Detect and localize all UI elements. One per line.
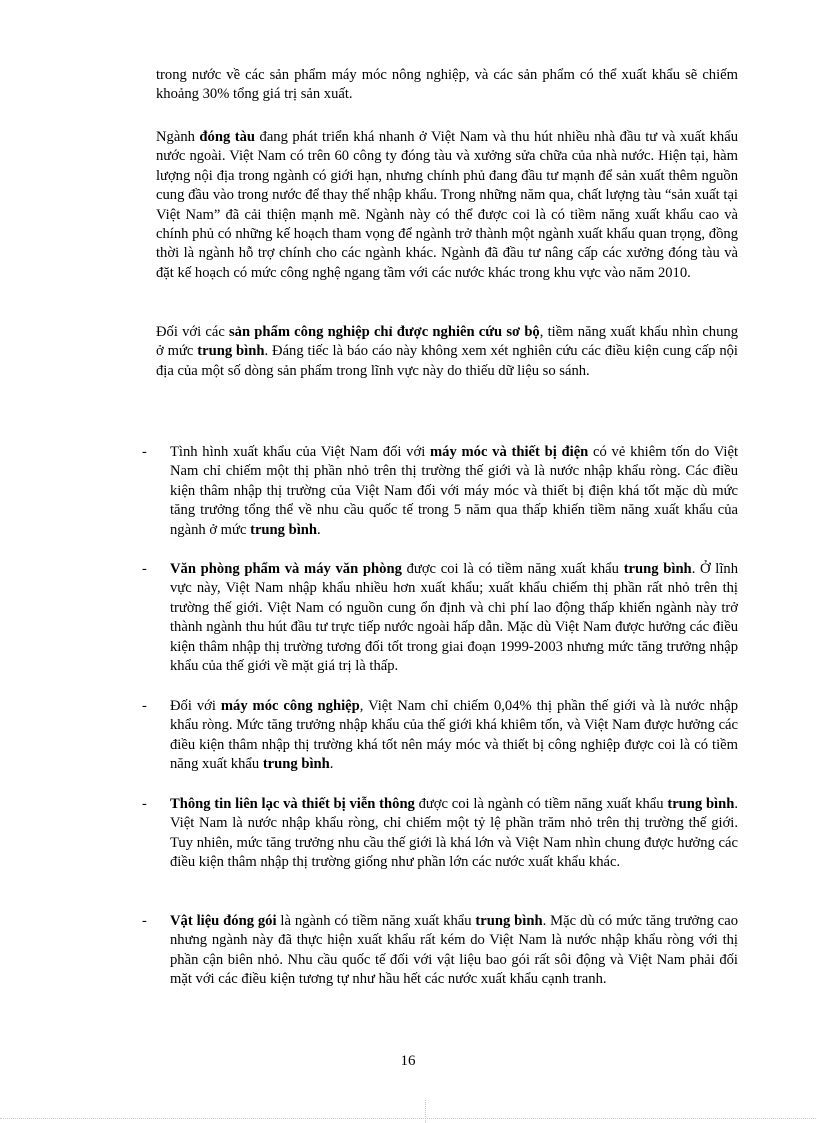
text-segment: Đối với <box>170 698 221 714</box>
bold-text-segment: trung bình <box>475 913 543 929</box>
bold-text-segment: Thông tin liên lạc và thiết bị viễn thông <box>170 796 415 812</box>
text-segment: được coi là có tiềm năng xuất khẩu <box>401 561 624 577</box>
paragraph-shipbuilding <box>156 128 738 283</box>
text-segment: . <box>329 756 334 773</box>
text-segment: có vẻ khiêm tốn do Việt Nam chỉ chiếm một thị phần nhỏ trên thị trường thế giới và là nước nhập khẩu ròng. Các điều kiện thâm nhập thị trường của Việt Nam đối với máy móc và thiết bị điện khá tốt mặc dù mức tăng trưởng tổng thể về nhu cầu quốc tế trong 5 năm qua thấp khiến tiềm năng xuất khẩu của ngành ở mức <box>170 444 738 538</box>
text-segment: , Việt Nam chỉ chiếm 0,04% thị phần thế giới và là nước nhập khẩu ròng. Mức tăng trưởng nhập khẩu của thế giới khá khiêm tốn, và Việt Nam được hưởng các điều kiện thâm nhập thị trường khá tốt nên máy móc và thiết bị công nghiệp được coi là có tiềm năng xuất khẩu <box>170 698 739 773</box>
bullet-dash: - <box>142 698 147 714</box>
text-segment: , tiềm năng xuất khẩu nhìn chung ở mức <box>156 324 738 360</box>
paragraph-preliminary-products <box>156 323 738 381</box>
bold-text-segment: trung bình <box>262 756 330 773</box>
bullet-dash: - <box>142 444 147 460</box>
page-bottom-border <box>0 1118 816 1119</box>
bold-text-segment: đóng tàu <box>199 129 256 145</box>
bold-text-segment: máy móc và thiết bị điện <box>430 444 589 460</box>
text-segment: Đối với các <box>156 324 229 340</box>
bullet-text <box>170 560 738 676</box>
bold-text-segment: trung bình <box>667 796 735 812</box>
bold-text-segment: sản phẩm công nghiệp chỉ được nghiên cứu sơ bộ <box>229 324 540 340</box>
text-segment: trong nước về các sản phẩm máy móc nông nghiệp, và các sản phẩm có thể xuất khẩu sẽ chiếm khoảng 30% tổng giá trị sản xuất. <box>156 67 738 103</box>
bold-text-segment: Vật liệu đóng gói <box>170 913 277 929</box>
bullet-text <box>170 912 738 990</box>
bullet-telecom-equipment <box>142 795 738 873</box>
page-number: 16 <box>400 1053 416 1069</box>
bullet-dash: - <box>142 913 147 929</box>
text-segment: được coi là ngành có tiềm năng xuất khẩu <box>414 796 668 812</box>
bold-text-segment: máy móc công nghiệp <box>220 698 360 714</box>
bullet-packaging-materials <box>142 912 738 990</box>
bold-text-segment: Văn phòng phẩm và máy văn phòng <box>170 561 402 577</box>
bullet-dash: - <box>142 561 147 577</box>
bold-text-segment: trung bình <box>623 561 692 577</box>
text-segment: Tình hình xuất khẩu của Việt Nam đối với <box>170 444 430 460</box>
bullet-industrial-machinery <box>142 697 738 775</box>
text-segment: . <box>317 521 321 538</box>
text-segment: Ngành <box>156 129 200 145</box>
paragraph-agri-machinery <box>156 66 738 105</box>
bullet-text <box>170 697 738 775</box>
text-segment: . Mặc dù có mức tăng trưởng cao nhưng ngành này đã thực hiện xuất khẩu rất kém do Việt Nam là nước nhập khẩu ròng với thị phần cận biên nhỏ. Nhu cầu quốc tế đối với vật liệu bao gói rất sôi động và Việt Nam phải đối mặt với các điều kiện tương tự như hầu hết các nước xuất khẩu cạnh tranh. <box>170 913 739 988</box>
text-segment: . Đáng tiếc là báo cáo này không xem xét nghiên cứu các điều kiện cung cấp nội địa của một số dòng sản phẩm trong lĩnh vực này do thiếu dữ liệu so sánh. <box>156 343 738 379</box>
text-segment: là ngành có tiềm năng xuất khẩu <box>276 913 476 929</box>
text-segment: . Ở lĩnh vực này, Việt Nam nhập khẩu nhiều hơn xuất khẩu; xuất khẩu chiếm thị phần rất nhỏ trên thị trường thế giới. Việt Nam có nguồn cung ổn định và chi phí lao động thấp khiến ngành này trở thành ngành thu hút đầu tư trực tiếp nước ngoài hấp dẫn. Mặc dù Việt Nam được hưởng các điều kiện thâm nhập thị trường tương đối tốt trong giai đoạn 1999-2003 nhưng mức tăng trưởng nhập khẩu của thế giới về mặt giá trị là thấp. <box>170 561 739 675</box>
text-segment: đang phát triển khá nhanh ở Việt Nam và thu hút nhiều nhà đầu tư và xuất khẩu nước ngoài. Việt Nam có trên 60 công ty đóng tàu và xưởng sửa chữa của nhà nước. Hiện tại, hàm lượng nội địa trong ngành có giới hạn, nhưng chính phủ đang đầu tư mạnh để sản xuất thêm nguồn cung đầu vào trong nước để thay thế nhập khẩu. Trong những năm qua, chất lượng tàu “sản xuất tại Việt Nam” đã cải thiện mạnh mẽ. Ngành này có thể được coi là có tiềm năng xuất khẩu cao và chính phủ có những kế hoạch tham vọng để ngành trở thành một ngành xuất khẩu quan trọng, đồng thời là ngành hỗ trợ chính cho các ngành khác. Ngành đã đầu tư nâng cấp các xưởng đóng tàu và đặt kế hoạch có mức công nghệ ngang tầm với các nước khác trong khu vực vào năm 2010. <box>156 129 738 281</box>
bold-text-segment: trung bình <box>250 521 317 538</box>
page-break-marker <box>425 1100 426 1123</box>
bullet-dash: - <box>142 796 147 812</box>
text-segment: . Việt Nam là nước nhập khẩu ròng, chỉ chiếm một tỷ lệ phần trăm nhỏ trên thị trường thế giới. Tuy nhiên, mức tăng trưởng nhu cầu thế giới là khá lớn và Việt Nam nhìn chung được hưởng các điều kiện thâm nhập thị trường giống như phần lớn các nước xuất khẩu khác. <box>170 796 739 871</box>
bold-text-segment: trung bình <box>197 343 265 360</box>
bullet-office-supplies <box>142 560 738 676</box>
bullet-text <box>170 443 738 540</box>
bullet-text <box>170 795 738 873</box>
bullet-electrical-machinery <box>142 443 738 540</box>
